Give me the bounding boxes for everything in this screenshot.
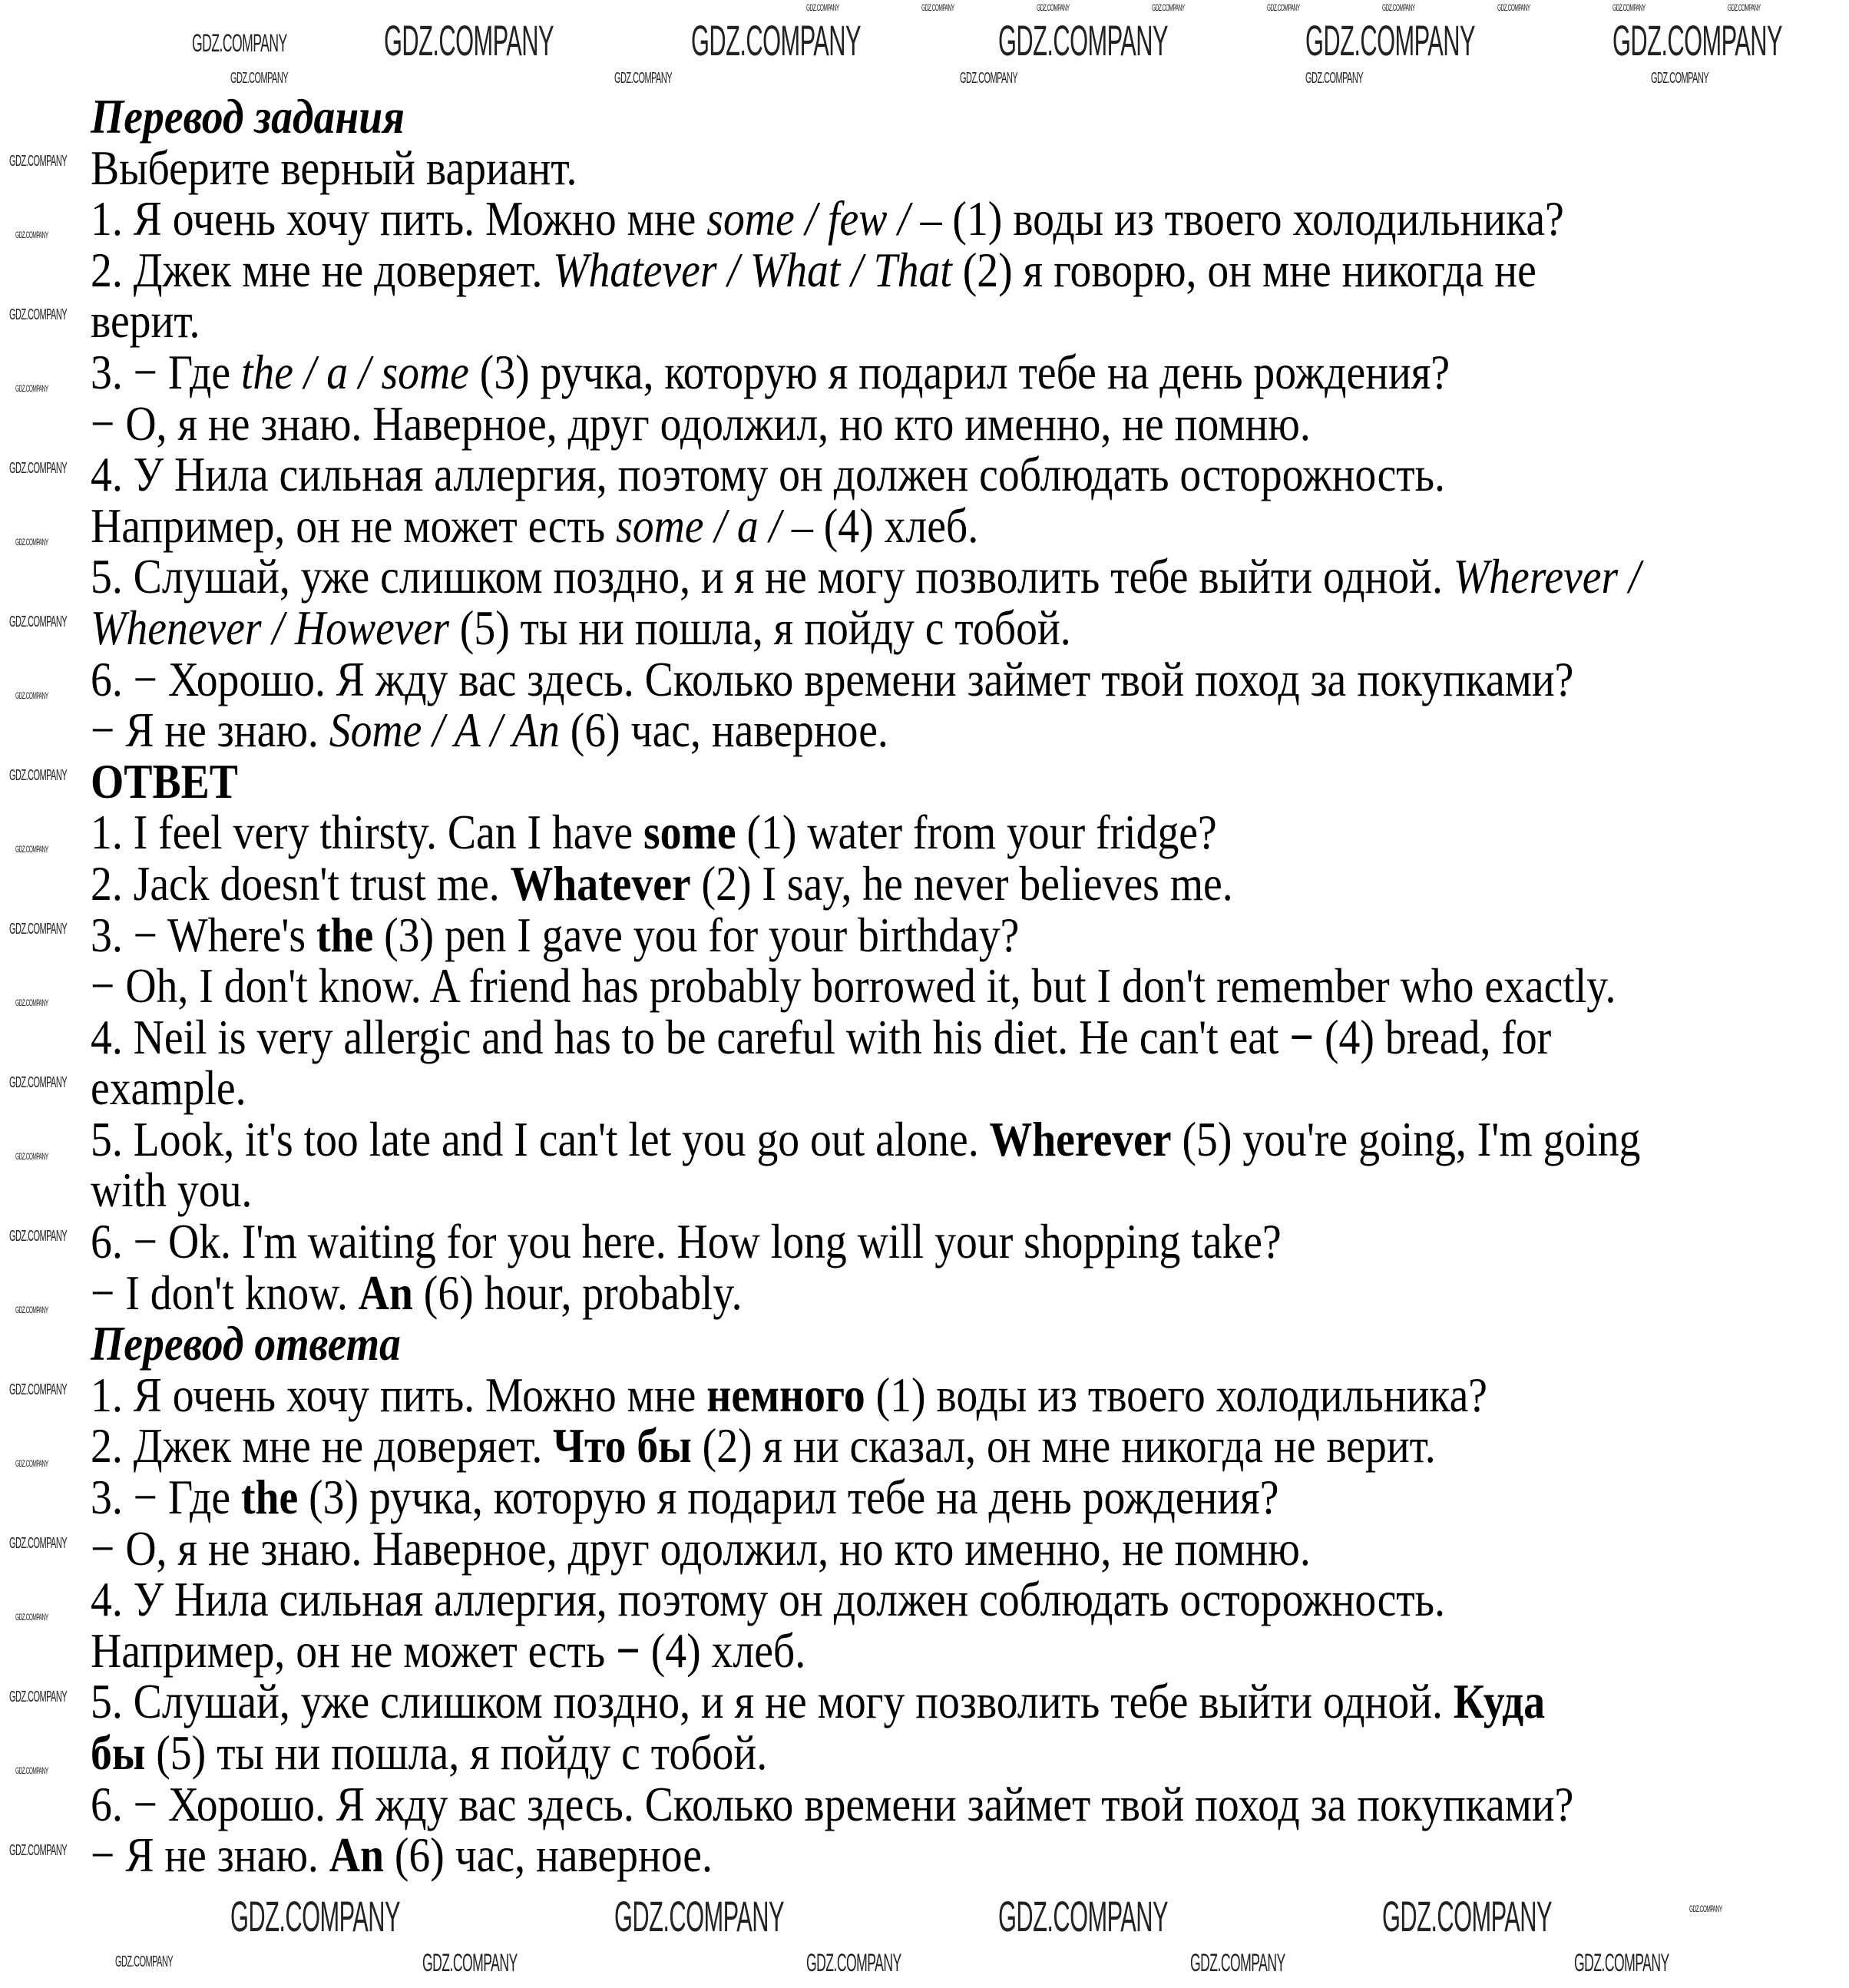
watermark-text: GDZ.COMPANY [9,1228,68,1245]
text-segment: 2. Джек мне не доверяет. [91,242,554,297]
watermark-text: GDZ.COMPANY [1574,1949,1669,1976]
text-line [91,1165,1560,1216]
watermark-text: GDZ.COMPANY [9,1842,68,1859]
watermark-text: GDZ.COMPANY [1689,1904,1722,1914]
watermark-text: GDZ.COMPANY [9,1535,68,1552]
watermark-text: GDZ.COMPANY [15,1305,48,1315]
watermark-text: GDZ.COMPANY [1305,70,1364,87]
emphasized-text: Перевод ответа [91,1316,401,1371]
emphasized-text: the [240,1470,299,1525]
text-line [91,1318,1560,1370]
text-line [91,855,1560,911]
text-line [91,1725,1560,1780]
watermark-text: GDZ.COMPANY [192,29,287,57]
text-line [91,293,1560,349]
watermark-text: GDZ.COMPANY [1612,16,1782,65]
emphasized-text: the [316,907,374,962]
text-segment: (1) water from your fridge? [736,805,1217,860]
text-line [91,242,1560,297]
emphasized-text: Wherever / [1453,549,1641,604]
text-segment: 5. Слушай, уже слишком поздно, и я не могу позволить тебе выйти одной. [91,1674,1454,1729]
text-line [91,1574,1560,1626]
watermark-text: GDZ.COMPANY [15,1458,48,1469]
text-segment: (5) ты ни пошла, я пойду с тобой. [448,600,1071,655]
watermark-text: GDZ.COMPANY [9,1381,68,1398]
text-line [91,498,1560,553]
emphasized-text: − [616,1622,640,1678]
text-segment: 4. У Нила сильная аллергия, поэтому он должен соблюдать осторожность. [91,447,1445,502]
text-segment: 5. Слушай, уже слишком поздно, и я не могу позволить тебе выйти одной. [91,549,1454,604]
watermark-text: GDZ.COMPANY [15,1612,48,1622]
watermark-text: GDZ.COMPANY [806,2,839,13]
text-segment: 2. Джек мне не доверяет. [91,1418,554,1474]
text-segment: Например, он не может есть [91,498,617,553]
text-segment: 5. Look, it's too late and I can't let you go out alone. [91,1111,990,1166]
emphasized-text: some / few / – [706,191,942,246]
text-segment: 6. − Хорошо. Я жду вас здесь. Сколько времени займет твой поход за покупками? [91,651,1574,706]
watermark-text: GDZ.COMPANY [960,70,1018,87]
text-line [91,1060,1560,1116]
text-segment: 4. Neil is very allergic and has to be careful with his diet. He can't eat [91,1009,1290,1064]
emphasized-text: немного [706,1367,865,1422]
text-segment: with you. [91,1163,253,1218]
watermark-text: GDZ.COMPANY [15,1765,48,1776]
emphasized-text: − [1289,1009,1315,1064]
emphasized-text: бы [91,1725,146,1780]
watermark-text: GDZ.COMPANY [9,1689,68,1705]
text-segment: example. [91,1060,246,1116]
text-line [91,705,1560,756]
watermark-text: GDZ.COMPANY [15,997,48,1008]
watermark-text: GDZ.COMPANY [1305,16,1475,65]
text-segment: − О, я не знаю. Наверное, друг одолжил, но кто именно, не помню. [91,1520,1311,1576]
text-segment: Выберите верный вариант. [91,140,577,195]
watermark-text: GDZ.COMPANY [614,70,673,87]
watermark-text: GDZ.COMPANY [15,383,48,394]
text-segment: 3. − Где [91,344,241,399]
watermark-text: GDZ.COMPANY [9,153,68,170]
text-line [91,1776,1574,1831]
text-line [91,1216,1560,1268]
text-line [91,91,1560,143]
text-segment: 1. Я очень хочу пить. Можно мне [91,1367,707,1422]
text-segment: 4. У Нила сильная аллергия, поэтому он должен соблюдать осторожность. [91,1572,1445,1627]
text-line [91,344,1560,399]
watermark-text: GDZ.COMPANY [1612,2,1646,13]
watermark-text: GDZ.COMPANY [1728,2,1761,13]
watermark-text: GDZ.COMPANY [15,230,48,240]
text-line [91,807,1560,858]
text-line [91,1472,1560,1523]
text-segment: 1. I feel very thirsty. Can I have [91,805,643,860]
text-line [91,1520,1560,1576]
watermark-text: GDZ.COMPANY [1382,2,1415,13]
watermark-text: GDZ.COMPANY [15,1151,48,1162]
watermark-text: GDZ.COMPANY [1152,2,1185,13]
watermark-text: GDZ.COMPANY [806,1949,901,1976]
watermark-text: GDZ.COMPANY [15,690,48,701]
watermark-text: GDZ.COMPANY [1190,1949,1285,1976]
text-line [91,1111,1641,1166]
watermark-text: GDZ.COMPANY [1382,1892,1552,1940]
text-segment: − Oh, I don't know. A friend has probably borrowed it, but I don't remember who exactly. [91,958,1616,1014]
text-segment: − I don't know. [91,1265,359,1320]
text-line [91,191,1564,246]
text-segment: (2) я говорю, он мне никогда не [951,242,1536,297]
watermark-text: GDZ.COMPANY [1037,2,1070,13]
text-line [91,651,1574,706]
text-segment: (4) хлеб. [812,498,979,553]
emphasized-text: Куда [1453,1674,1546,1729]
text-segment: 3. − Где [91,1470,241,1525]
watermark-text: GDZ.COMPANY [230,1892,400,1940]
emphasized-text: Whenever / However [91,600,449,655]
watermark-text: GDZ.COMPANY [15,537,48,547]
text-line [91,1367,1560,1422]
watermark-text: GDZ.COMPANY [9,460,68,477]
text-segment: 2. Jack doesn't trust me. [91,855,511,911]
text-line [91,1009,1560,1064]
text-line [91,549,1641,604]
text-segment: (5) you're going, I'm going [1171,1111,1641,1166]
text-line [91,1676,1560,1728]
text-line [91,449,1560,501]
text-segment: (1) воды из твоего холодильника? [941,191,1564,246]
emphasized-text: Some / A / An [329,703,560,758]
emphasized-text: Whatever / What / That [553,242,952,297]
emphasized-text: Что бы [553,1418,692,1474]
watermark-text: GDZ.COMPANY [9,614,68,630]
watermark-text: GDZ.COMPANY [9,767,68,784]
watermark-text: GDZ.COMPANY [921,2,954,13]
text-segment: (6) hour, probably. [412,1265,743,1320]
text-segment: − Я не знаю. [91,1828,329,1883]
text-segment: 3. − Where's [91,907,316,962]
text-line [91,1418,1560,1474]
text-segment: Например, он не может есть [91,1622,617,1678]
emphasized-text: the / a / some [240,344,469,399]
text-line [91,1622,1560,1678]
text-line [91,140,1560,195]
text-segment: (1) воды из твоего холодильника? [865,1367,1488,1422]
watermark-text: GDZ.COMPANY [1267,2,1300,13]
emphasized-text: Wherever [989,1111,1172,1166]
text-segment: − О, я не знаю. Наверное, друг одолжил, но кто именно, не помню. [91,395,1311,451]
emphasized-text: Перевод задания [91,89,405,144]
text-segment: (6) час, наверное. [383,1828,713,1883]
watermark-text: GDZ.COMPANY [115,1953,174,1970]
watermark-text: GDZ.COMPANY [1497,2,1530,13]
watermark-text: GDZ.COMPANY [384,16,554,65]
text-segment: (2) я ни сказал, он мне никогда не верит. [691,1418,1436,1474]
watermark-text: GDZ.COMPANY [422,1949,518,1976]
text-segment: (3) ручка, которую я подарил тебе на день рождения? [468,344,1450,399]
watermark-text: GDZ.COMPANY [9,921,68,938]
text-segment: (3) ручка, которую я подарил тебе на день рождения? [298,1470,1279,1525]
emphasized-text: some [643,805,736,860]
watermark-text: GDZ.COMPANY [691,16,861,65]
text-segment: верит. [91,293,200,349]
watermark-text: GDZ.COMPANY [998,1892,1168,1940]
text-segment: (5) ты ни пошла, я пойду с тобой. [145,1725,768,1780]
text-line [91,1265,1560,1320]
text-line [91,1830,1560,1881]
text-segment: − Я не знаю. [91,703,329,758]
text-segment: 6. − Хорошо. Я жду вас здесь. Сколько времени займет твой поход за покупками? [91,1776,1574,1831]
document-body [91,91,1780,1881]
text-line [91,395,1560,451]
emphasized-text: An [358,1265,413,1320]
watermark-text: GDZ.COMPANY [9,306,68,323]
emphasized-text: ОТВЕТ [91,753,238,809]
watermark-text: GDZ.COMPANY [15,844,48,855]
emphasized-text: An [329,1828,384,1883]
emphasized-text: Whatever [510,855,691,911]
watermark-text: GDZ.COMPANY [998,16,1168,65]
text-segment: (4) хлеб. [640,1622,806,1678]
text-segment: (2) I say, he never believes me. [690,855,1233,911]
watermark-text: GDZ.COMPANY [614,1892,784,1940]
text-segment: 1. Я очень хочу пить. Можно мне [91,191,707,246]
text-segment: (6) час, наверное. [559,703,888,758]
text-segment: (3) pen I gave you for your birthday? [373,907,1020,962]
text-line [91,753,1560,809]
watermark-text: GDZ.COMPANY [9,1074,68,1091]
emphasized-text: some / a / – [616,498,813,553]
text-line [91,958,1616,1014]
text-line [91,600,1560,655]
watermark-text: GDZ.COMPANY [1651,70,1709,87]
text-segment: (4) bread, for [1314,1009,1552,1064]
watermark-text: GDZ.COMPANY [230,70,289,87]
text-line [91,907,1560,962]
text-segment: 6. − Ok. I'm waiting for you here. How long will your shopping take? [91,1214,1282,1269]
